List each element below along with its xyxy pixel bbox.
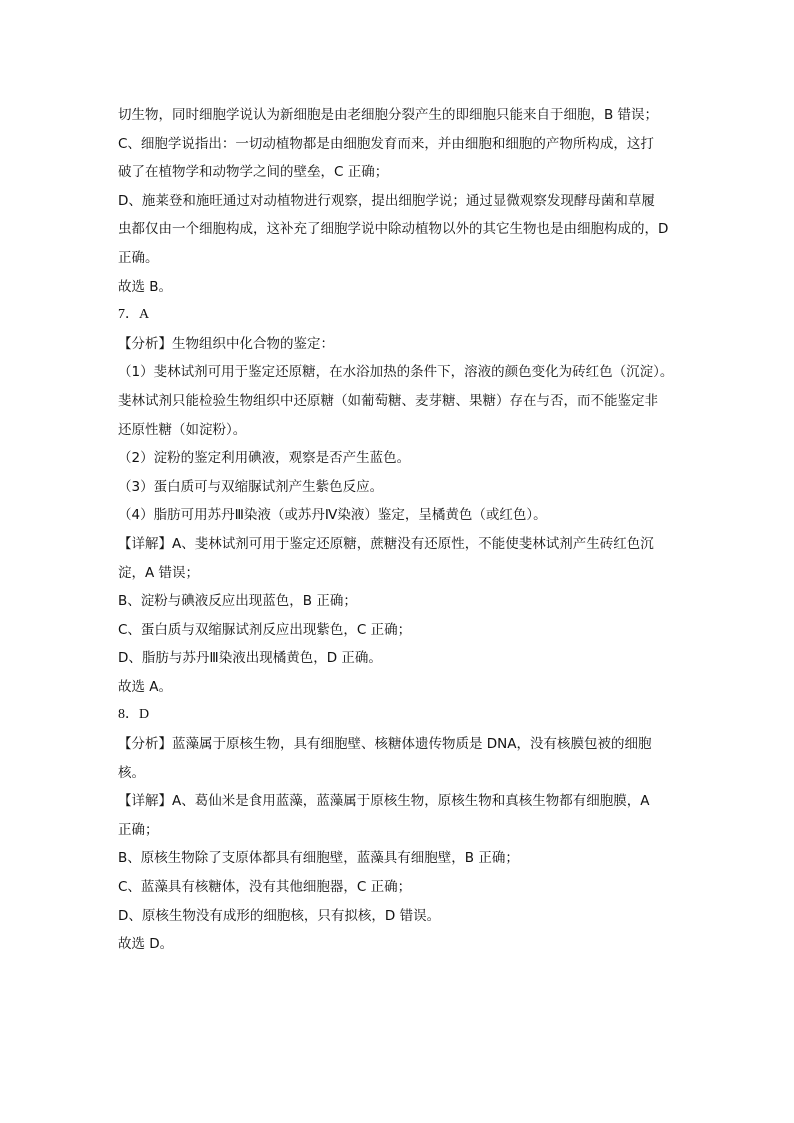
text-line: 故选 B。: [118, 278, 173, 295]
text-line: 核。: [118, 764, 145, 781]
text-line: 切生物，同时细胞学说认为新细胞是由老细胞分裂产生的即细胞只能来自于细胞，B 错误；: [118, 107, 659, 123]
text-line: 破了在植物学和动物学之间的壁垒，C 正确；: [118, 164, 389, 181]
text-line: （3）蛋白质可与双缩脲试剂产生紫色反应。: [118, 478, 384, 495]
text-line: 虫都仅由一个细胞构成，这补充了细胞学说中除动植物以外的其它生物也是由细胞构成的，D: [118, 221, 669, 238]
text-line: D、脂肪与苏丹Ⅲ染液出现橘黄色，D 正确。: [118, 650, 382, 667]
text-line: （4）脂肪可用苏丹Ⅲ染液（或苏丹Ⅳ染液）鉴定，呈橘黄色（或红色）。: [118, 507, 547, 524]
detail-heading: 【详解】A、斐林试剂可用于鉴定还原糖，蔗糖没有还原性，不能使斐林试剂产生砖红色沉: [118, 535, 654, 552]
text-line: B、淀粉与碘液反应出现蓝色，B 正确；: [118, 593, 357, 610]
text-line: C、蛋白质与双缩脲试剂反应出现紫色，C 正确；: [118, 621, 412, 638]
text-line: （2）淀粉的鉴定利用碘液，观察是否产生蓝色。: [118, 450, 411, 467]
question-number: 7．A: [118, 307, 150, 323]
text-line: （1）斐林试剂可用于鉴定还原糖，在水浴加热的条件下，溶液的颜色变化为砖红色（沉淀）。: [118, 364, 674, 381]
text-line: 故选 D。: [118, 936, 174, 953]
analysis-heading: 【分析】蓝藻属于原核生物，具有细胞壁、核糖体遗传物质是 DNA，没有核膜包被的细胞: [118, 736, 652, 753]
text-line: C、细胞学说指出：一切动植物都是由细胞发育而来，并由细胞和细胞的产物所构成，这打: [118, 135, 654, 152]
text-line: C、蓝藻具有核糖体，没有其他细胞器，C 正确；: [118, 879, 412, 896]
answer-explanation-text: [118, 101, 696, 959]
detail-heading: 【详解】A、葛仙米是食用蓝藻，蓝藻属于原核生物，原核生物和真核生物都有细胞膜，A: [118, 793, 650, 810]
text-line: B、原核生物除了支原体都具有细胞壁，蓝藻具有细胞壁，B 正确；: [118, 850, 519, 867]
text-line: 还原性糖（如淀粉）。: [118, 421, 247, 438]
question-number: 8．D: [118, 707, 150, 723]
text-line: 正确。: [118, 249, 159, 266]
analysis-heading: 【分析】生物组织中化合物的鉴定：: [118, 335, 334, 352]
text-line: 淀，A 错误；: [118, 564, 200, 581]
text-line: 斐林试剂只能检验生物组织中还原糖（如葡萄糖、麦芽糖、果糖）存在与否，而不能鉴定非: [118, 392, 658, 409]
text-line: 正确；: [118, 821, 159, 838]
text-line: D、施莱登和施旺通过对动植物进行观察，提出细胞学说；通过显微观察发现酵母菌和草履: [118, 192, 655, 209]
text-line: 故选 A。: [118, 678, 173, 695]
text-line: D、原核生物没有成形的细胞核，只有拟核，D 错误。: [118, 907, 441, 924]
